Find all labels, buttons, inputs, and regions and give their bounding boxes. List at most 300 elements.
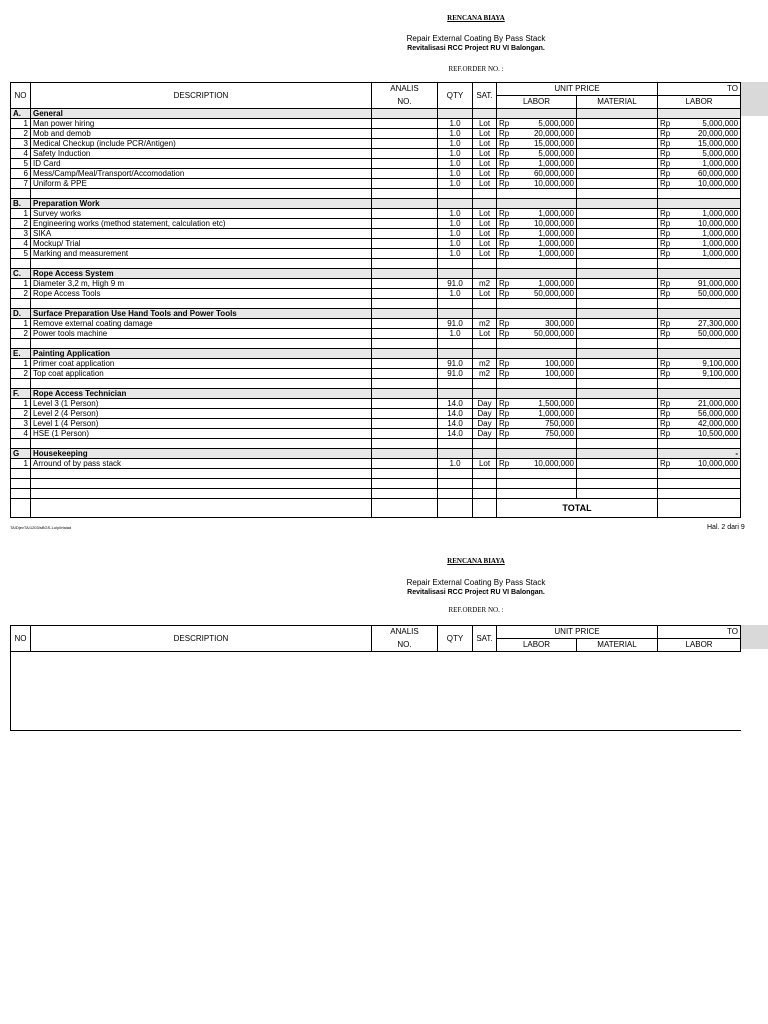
item-analis — [372, 159, 438, 169]
total-value: 5,000,000 — [702, 149, 739, 158]
blank-row — [11, 259, 741, 269]
item-no: 3 — [11, 419, 31, 429]
item-unit-labor — [497, 169, 577, 179]
unit-price-value: 50,000,000 — [533, 289, 574, 298]
doc-subtitle: Repair External Coating By Pass Stack — [406, 34, 546, 43]
item-sat: Day — [473, 409, 497, 419]
item-description: SIKA — [31, 229, 372, 239]
item-total-labor — [658, 409, 741, 419]
item-qty: 1.0 — [438, 159, 473, 169]
item-sat: Lot — [473, 139, 497, 149]
empty-cell — [372, 199, 438, 209]
currency-label: Rp — [499, 419, 510, 428]
empty-cell — [658, 379, 741, 389]
section-row — [11, 389, 741, 399]
item-analis — [372, 409, 438, 419]
empty-cell — [473, 189, 497, 199]
item-no: 4 — [11, 429, 31, 439]
empty-cell — [473, 489, 497, 499]
grand-total-value — [658, 499, 741, 518]
item-no: 2 — [11, 409, 31, 419]
item-total-labor — [658, 319, 741, 329]
item-description: Safety Induction — [31, 149, 372, 159]
item-material — [577, 319, 658, 329]
empty-cell — [438, 389, 473, 399]
item-material — [577, 119, 658, 129]
table-row — [11, 399, 741, 409]
item-analis — [372, 209, 438, 219]
total-value: 1,000,000 — [702, 229, 739, 238]
table-row — [11, 239, 741, 249]
item-analis — [372, 289, 438, 299]
item-qty: 1.0 — [438, 229, 473, 239]
unit-price-value: 1,000,000 — [538, 209, 574, 218]
currency-label: Rp — [499, 279, 510, 288]
grey-tab-p2 — [740, 625, 768, 649]
item-material — [577, 289, 658, 299]
footer-file: TA/DjevTA/1203/sBGS-Luly/Irfaiad — [10, 525, 72, 530]
unit-price-value: 750,000 — [545, 429, 574, 438]
section-total — [658, 349, 741, 359]
item-total-labor — [658, 119, 741, 129]
item-qty: 1.0 — [438, 289, 473, 299]
item-unit-labor — [497, 279, 577, 289]
page2-empty-area — [10, 650, 741, 731]
table-row — [11, 119, 741, 129]
item-qty: 1.0 — [438, 209, 473, 219]
item-analis — [372, 229, 438, 239]
empty-cell — [497, 349, 577, 359]
table-row — [11, 129, 741, 139]
empty-cell — [372, 309, 438, 319]
item-sat: Lot — [473, 249, 497, 259]
item-material — [577, 169, 658, 179]
item-unit-labor — [497, 369, 577, 379]
item-qty: 91.0 — [438, 279, 473, 289]
section-name: Painting Application — [31, 349, 372, 359]
item-unit-labor — [497, 159, 577, 169]
item-analis — [372, 279, 438, 289]
table-row — [11, 179, 741, 189]
item-unit-labor — [497, 219, 577, 229]
item-description: Uniform & PPE — [31, 179, 372, 189]
item-no: 5 — [11, 249, 31, 259]
currency-label: Rp — [499, 129, 510, 138]
empty-cell — [438, 479, 473, 489]
empty-cell — [438, 379, 473, 389]
unit-price-value: 1,000,000 — [538, 229, 574, 238]
grey-tab — [740, 82, 768, 116]
item-qty: 1.0 — [438, 219, 473, 229]
section-code: D. — [11, 309, 31, 319]
unit-price-value: 300,000 — [545, 319, 574, 328]
item-sat: Day — [473, 419, 497, 429]
item-total-labor — [658, 279, 741, 289]
item-material — [577, 229, 658, 239]
empty-cell — [577, 349, 658, 359]
item-description: Engineering works (method statement, calculation etc) — [31, 219, 372, 229]
item-sat: Lot — [473, 289, 497, 299]
item-material — [577, 159, 658, 169]
item-description: Marking and measurement — [31, 249, 372, 259]
unit-price-value: 10,000,000 — [533, 459, 574, 468]
item-qty: 14.0 — [438, 429, 473, 439]
item-no: 4 — [11, 239, 31, 249]
table-row — [11, 359, 741, 369]
empty-cell — [11, 469, 31, 479]
item-sat: Lot — [473, 239, 497, 249]
unit-price-value: 20,000,000 — [533, 129, 574, 138]
item-qty: 14.0 — [438, 399, 473, 409]
item-material — [577, 239, 658, 249]
empty-cell — [31, 379, 372, 389]
empty-cell — [438, 189, 473, 199]
empty-cell — [438, 469, 473, 479]
item-description: Power tools machine — [31, 329, 372, 339]
item-material — [577, 369, 658, 379]
item-material — [577, 359, 658, 369]
item-no: 7 — [11, 179, 31, 189]
empty-cell — [473, 479, 497, 489]
empty-cell — [658, 339, 741, 349]
empty-cell — [577, 379, 658, 389]
empty-cell — [31, 499, 372, 518]
section-code: B. — [11, 199, 31, 209]
item-unit-labor — [497, 289, 577, 299]
item-material — [577, 129, 658, 139]
item-analis — [372, 429, 438, 439]
unit-price-value: 1,000,000 — [538, 159, 574, 168]
empty-cell — [658, 299, 741, 309]
section-total — [658, 309, 741, 319]
empty-cell — [577, 309, 658, 319]
table-row — [11, 329, 741, 339]
empty-cell — [438, 439, 473, 449]
item-analis — [372, 179, 438, 189]
header-analis: ANALIS — [372, 83, 438, 96]
item-total-labor — [658, 459, 741, 469]
item-sat: Lot — [473, 129, 497, 139]
currency-label: Rp — [499, 319, 510, 328]
section-row — [11, 349, 741, 359]
empty-cell — [372, 499, 438, 518]
item-no: 1 — [11, 209, 31, 219]
empty-cell — [11, 379, 31, 389]
doc-subtitle-p2: Repair External Coating By Pass Stack — [406, 578, 546, 587]
blank-row — [11, 339, 741, 349]
total-value: 1,000,000 — [702, 209, 739, 218]
empty-cell — [438, 199, 473, 209]
empty-cell — [473, 339, 497, 349]
item-sat: m2 — [473, 369, 497, 379]
item-no: 2 — [11, 219, 31, 229]
empty-cell — [372, 349, 438, 359]
item-no: 2 — [11, 129, 31, 139]
header-sat: SAT. — [473, 83, 497, 109]
section-total — [658, 199, 741, 209]
item-total-labor — [658, 139, 741, 149]
item-analis — [372, 239, 438, 249]
unit-price-value: 1,000,000 — [538, 409, 574, 418]
table-row — [11, 419, 741, 429]
item-sat: Lot — [473, 119, 497, 129]
item-total-labor — [658, 129, 741, 139]
empty-cell — [11, 489, 31, 499]
item-material — [577, 139, 658, 149]
item-analis — [372, 319, 438, 329]
currency-label: Rp — [660, 119, 671, 128]
currency-label: Rp — [660, 129, 671, 138]
item-unit-labor — [497, 229, 577, 239]
section-name: Rope Access Technician — [31, 389, 372, 399]
item-unit-labor — [497, 239, 577, 249]
ref-order: REF.ORDER NO. : — [448, 65, 504, 73]
item-no: 2 — [11, 369, 31, 379]
unit-price-value: 10,000,000 — [533, 219, 574, 228]
empty-cell — [438, 259, 473, 269]
item-description: Primer coat application — [31, 359, 372, 369]
currency-label: Rp — [499, 119, 510, 128]
section-row — [11, 269, 741, 279]
currency-label: Rp — [499, 229, 510, 238]
empty-cell — [473, 299, 497, 309]
empty-cell — [577, 479, 658, 489]
doc-subtitle-2-p2: Revitalisasi RCC Project RU VI Balongan. — [407, 589, 545, 596]
empty-cell — [372, 439, 438, 449]
item-unit-labor — [497, 429, 577, 439]
section-row — [11, 449, 741, 459]
header-no: NO — [11, 83, 31, 109]
table-row — [11, 169, 741, 179]
item-total-labor — [658, 149, 741, 159]
empty-cell — [11, 189, 31, 199]
currency-label: Rp — [660, 399, 671, 408]
table-row — [11, 139, 741, 149]
total-value: 60,000,000 — [697, 169, 739, 178]
empty-cell — [438, 489, 473, 499]
empty-cell — [497, 339, 577, 349]
header-analis-no: NO. — [372, 96, 438, 109]
empty-cell — [577, 189, 658, 199]
table-row — [11, 319, 741, 329]
item-qty: 14.0 — [438, 409, 473, 419]
table-row — [11, 219, 741, 229]
table-row — [11, 229, 741, 239]
empty-cell — [11, 259, 31, 269]
total-value: 9,100,000 — [702, 359, 739, 368]
table-row — [11, 149, 741, 159]
item-analis — [372, 459, 438, 469]
currency-label: Rp — [499, 399, 510, 408]
header-material: MATERIAL — [577, 96, 658, 109]
empty-cell — [577, 109, 658, 119]
empty-cell — [497, 109, 577, 119]
empty-cell — [438, 299, 473, 309]
item-total-labor — [658, 239, 741, 249]
item-sat: Lot — [473, 179, 497, 189]
empty-cell — [577, 199, 658, 209]
item-total-labor — [658, 209, 741, 219]
unit-price-value: 5,000,000 — [538, 149, 574, 158]
item-qty: 91.0 — [438, 359, 473, 369]
empty-cell — [31, 339, 372, 349]
item-sat: Lot — [473, 229, 497, 239]
table-row — [11, 249, 741, 259]
currency-label: Rp — [660, 219, 671, 228]
empty-cell — [577, 469, 658, 479]
item-total-labor — [658, 249, 741, 259]
empty-cell — [31, 479, 372, 489]
item-sat: Lot — [473, 149, 497, 159]
empty-cell — [473, 309, 497, 319]
currency-label: Rp — [660, 319, 671, 328]
currency-label: Rp — [660, 409, 671, 418]
currency-label: Rp — [660, 279, 671, 288]
total-value: 42,000,000 — [697, 419, 739, 428]
total-value: 20,000,000 — [697, 129, 739, 138]
currency-label: Rp — [499, 169, 510, 178]
currency-label: Rp — [660, 369, 671, 378]
item-unit-labor — [497, 139, 577, 149]
item-no: 6 — [11, 169, 31, 179]
currency-label: Rp — [499, 249, 510, 258]
item-description: Diameter 3,2 m, High 9 m — [31, 279, 372, 289]
item-analis — [372, 149, 438, 159]
empty-cell — [11, 299, 31, 309]
item-total-labor — [658, 219, 741, 229]
item-qty: 1.0 — [438, 249, 473, 259]
currency-label: Rp — [660, 229, 671, 238]
item-material — [577, 329, 658, 339]
item-no: 4 — [11, 149, 31, 159]
empty-cell — [438, 269, 473, 279]
item-material — [577, 149, 658, 159]
empty-cell — [31, 439, 372, 449]
item-material — [577, 429, 658, 439]
table-row — [11, 369, 741, 379]
section-code: E. — [11, 349, 31, 359]
empty-cell — [372, 189, 438, 199]
empty-cell — [497, 389, 577, 399]
currency-label: Rp — [499, 369, 510, 378]
item-total-labor — [658, 329, 741, 339]
blank-row — [11, 299, 741, 309]
empty-cell — [372, 109, 438, 119]
total-value: 91,000,000 — [697, 279, 739, 288]
item-total-labor — [658, 179, 741, 189]
total-value: 50,000,000 — [697, 289, 739, 298]
empty-cell — [497, 439, 577, 449]
empty-cell — [372, 379, 438, 389]
currency-label: Rp — [499, 289, 510, 298]
total-value: 21,000,000 — [697, 399, 739, 408]
total-value: 50,000,000 — [697, 329, 739, 338]
item-material — [577, 179, 658, 189]
empty-cell — [372, 339, 438, 349]
empty-cell — [11, 339, 31, 349]
currency-label: Rp — [660, 459, 671, 468]
item-analis — [372, 129, 438, 139]
empty-cell — [473, 379, 497, 389]
item-qty: 1.0 — [438, 179, 473, 189]
item-description: Rope Access Tools — [31, 289, 372, 299]
item-description: Level 2 (4 Person) — [31, 409, 372, 419]
item-description: Man power hiring — [31, 119, 372, 129]
item-analis — [372, 219, 438, 229]
footer-page: Hal. 2 dari 9 — [707, 524, 745, 531]
empty-cell — [497, 299, 577, 309]
empty-cell — [11, 499, 31, 518]
currency-label: Rp — [499, 139, 510, 148]
item-analis — [372, 139, 438, 149]
total-value: 10,000,000 — [697, 459, 739, 468]
table-row — [11, 409, 741, 419]
table-row — [11, 159, 741, 169]
item-analis — [372, 359, 438, 369]
currency-label: Rp — [660, 209, 671, 218]
item-unit-labor — [497, 409, 577, 419]
item-material — [577, 279, 658, 289]
blank-row — [11, 479, 741, 489]
total-value: 5,000,000 — [702, 119, 739, 128]
total-label: TOTAL — [497, 499, 658, 518]
currency-label: Rp — [660, 169, 671, 178]
section-name: Rope Access System — [31, 269, 372, 279]
empty-cell — [473, 389, 497, 399]
item-unit-labor — [497, 129, 577, 139]
empty-cell — [473, 259, 497, 269]
empty-cell — [497, 199, 577, 209]
unit-price-value: 1,000,000 — [538, 239, 574, 248]
empty-cell — [497, 379, 577, 389]
item-total-labor — [658, 289, 741, 299]
empty-cell — [497, 449, 577, 459]
item-analis — [372, 119, 438, 129]
cost-table — [10, 82, 741, 518]
item-no: 2 — [11, 289, 31, 299]
item-total-labor — [658, 229, 741, 239]
empty-cell — [372, 489, 438, 499]
item-description: Level 1 (4 Person) — [31, 419, 372, 429]
item-total-labor — [658, 359, 741, 369]
empty-cell — [577, 299, 658, 309]
header-total: TO — [658, 626, 741, 639]
item-description: HSE (1 Person) — [31, 429, 372, 439]
item-no: 3 — [11, 229, 31, 239]
empty-cell — [31, 489, 372, 499]
item-no: 5 — [11, 159, 31, 169]
header-description: DESCRIPTION — [31, 626, 372, 652]
item-analis — [372, 419, 438, 429]
item-qty: 1.0 — [438, 169, 473, 179]
item-no: 1 — [11, 279, 31, 289]
item-unit-labor — [497, 359, 577, 369]
header-sat: SAT. — [473, 626, 497, 652]
item-qty: 1.0 — [438, 329, 473, 339]
empty-cell — [438, 339, 473, 349]
item-analis — [372, 399, 438, 409]
currency-label: Rp — [660, 429, 671, 438]
currency-label: Rp — [499, 209, 510, 218]
item-sat: Lot — [473, 219, 497, 229]
item-no: 2 — [11, 329, 31, 339]
empty-cell — [372, 259, 438, 269]
currency-label: Rp — [660, 179, 671, 188]
item-sat: m2 — [473, 279, 497, 289]
empty-cell — [372, 269, 438, 279]
item-description: ID Card — [31, 159, 372, 169]
header-qty: QTY — [438, 626, 473, 652]
